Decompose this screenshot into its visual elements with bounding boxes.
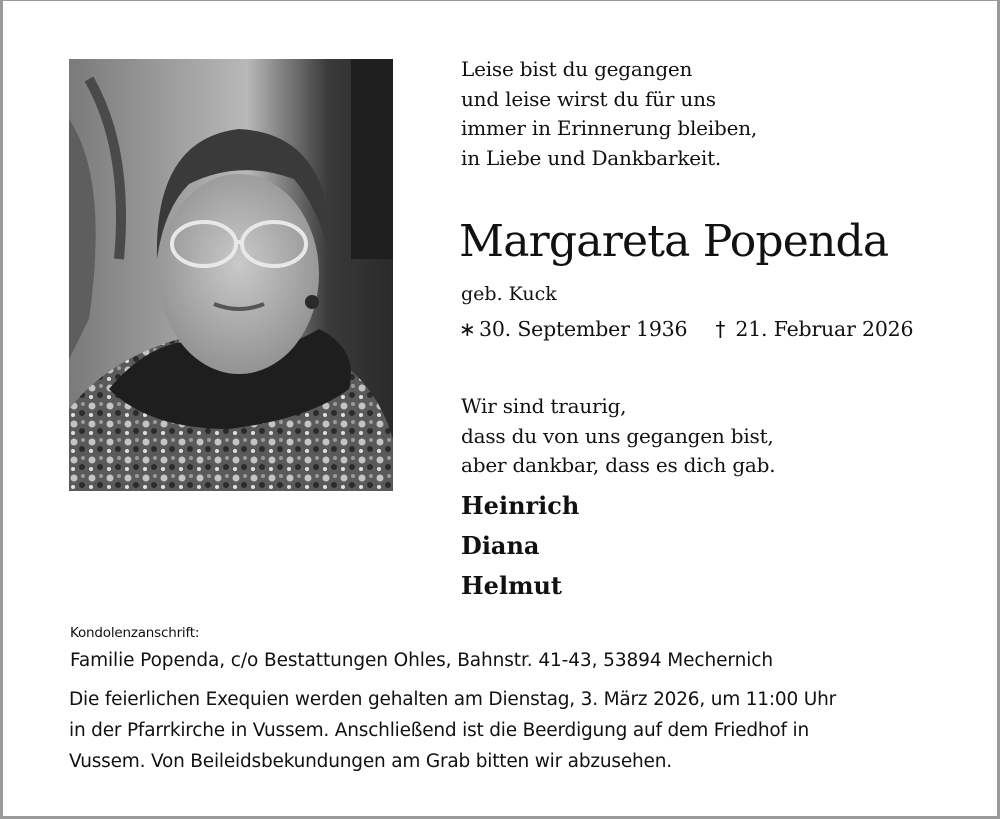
birth-date: 30. September 1936 bbox=[479, 317, 688, 341]
verse-line: immer in Erinnerung bleiben, bbox=[461, 116, 758, 140]
verse-line: aber dankbar, dass es dich gab. bbox=[461, 453, 776, 477]
death-cross-icon: † bbox=[715, 317, 726, 341]
verse-top bbox=[461, 55, 757, 173]
birth-star-icon: ∗ bbox=[459, 317, 476, 341]
mourner-name: Heinrich bbox=[461, 491, 580, 520]
condolence-address: Familie Popenda, c/o Bestattungen Ohles, Bahnstr. 41-43, 53894 Mechernich bbox=[70, 650, 773, 671]
verse-bottom bbox=[461, 392, 775, 481]
service-info bbox=[69, 684, 836, 777]
life-dates bbox=[459, 314, 913, 344]
verse-line: dass du von uns gegangen bist, bbox=[461, 423, 774, 448]
deceased-name: Margareta Popenda bbox=[459, 216, 889, 267]
verse-line: Wir sind traurig, bbox=[461, 394, 627, 418]
verse-line: und leise wirst du für uns bbox=[461, 86, 716, 111]
verse-line: in Liebe und Dankbarkeit. bbox=[461, 145, 722, 170]
service-line: Die feierlichen Exequien werden gehalten am Dienstag, 3. März 2026, um 11:00 Uhr bbox=[69, 689, 836, 710]
portrait-photo bbox=[69, 59, 393, 491]
condolence-label: Kondolenzanschrift: bbox=[70, 625, 200, 641]
mourner-name: Diana bbox=[461, 531, 540, 560]
maiden-name: geb. Kuck bbox=[461, 283, 557, 305]
verse-line: Leise bist du gegangen bbox=[461, 57, 693, 81]
service-line: Vussem. Von Beileidsbekundungen am Grab bitten wir abzusehen. bbox=[69, 751, 672, 772]
death-date: 21. Februar 2026 bbox=[735, 317, 914, 341]
mourners-list bbox=[461, 486, 579, 606]
mourner-name: Helmut bbox=[461, 571, 562, 600]
service-line: in der Pfarrkirche in Vussem. Anschließend ist die Beerdigung auf dem Friedhof in bbox=[69, 720, 809, 741]
